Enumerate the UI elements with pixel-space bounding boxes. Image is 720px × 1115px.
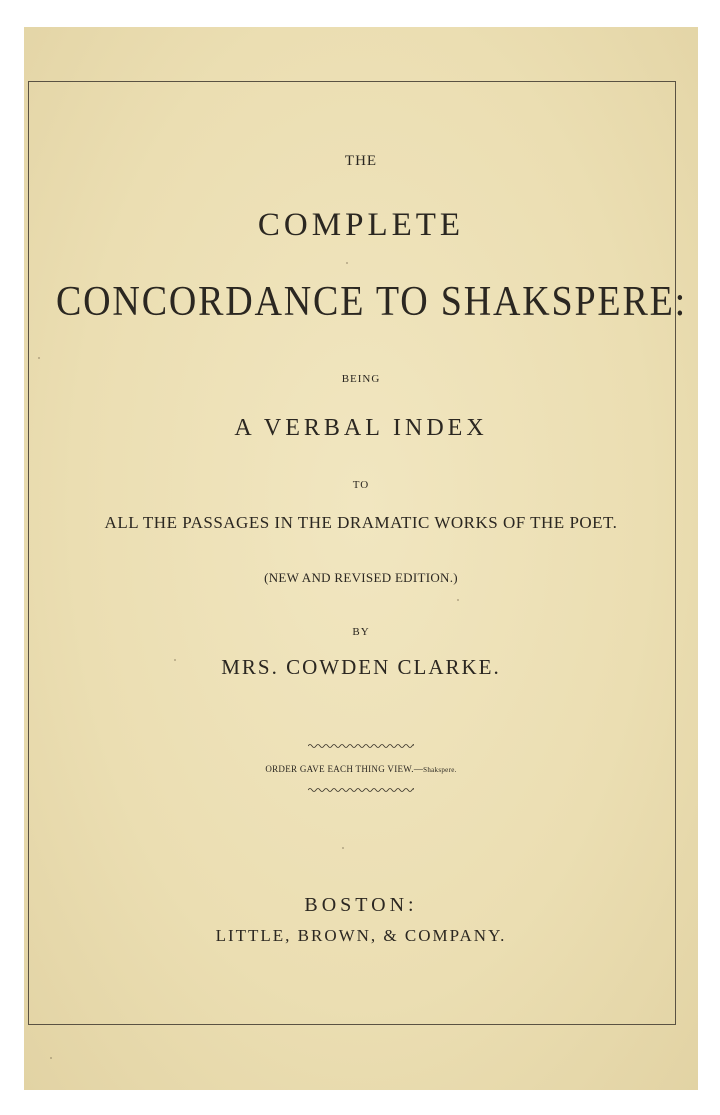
paper-speck (346, 262, 348, 264)
motto (24, 764, 698, 774)
paper-speck (457, 599, 459, 601)
paper-speck (342, 847, 344, 849)
title-by: BY (352, 626, 370, 638)
subtitle: A VERBAL INDEX (234, 415, 488, 441)
ornamental-wavy-rule-top (308, 743, 414, 749)
main-title: CONCORDANCE TO SHAKSPERE: (56, 279, 688, 325)
paper-speck (38, 357, 40, 359)
title-to: TO (352, 479, 370, 491)
ornamental-wavy-rule-bottom (308, 787, 414, 793)
edition-note: (NEW AND REVISED EDITION.) (264, 570, 458, 585)
title-being: BEING (341, 373, 381, 385)
title-page (24, 27, 698, 1090)
paper-speck (174, 659, 176, 661)
title-the: THE (344, 153, 378, 169)
imprint-city: BOSTON: (304, 894, 418, 916)
scope-line: ALL THE PASSAGES IN THE DRAMATIC WORKS OF THE POET. (104, 513, 618, 532)
paper-speck (50, 1057, 52, 1059)
author-name: MRS. COWDEN CLARKE. (221, 655, 501, 679)
title-complete: COMPLETE (257, 207, 465, 243)
motto-attribution: Shakspere. (423, 766, 457, 774)
motto-text: ORDER GAVE EACH THING VIEW.— (265, 764, 424, 774)
publisher-name: LITTLE, BROWN, & COMPANY. (215, 926, 507, 945)
